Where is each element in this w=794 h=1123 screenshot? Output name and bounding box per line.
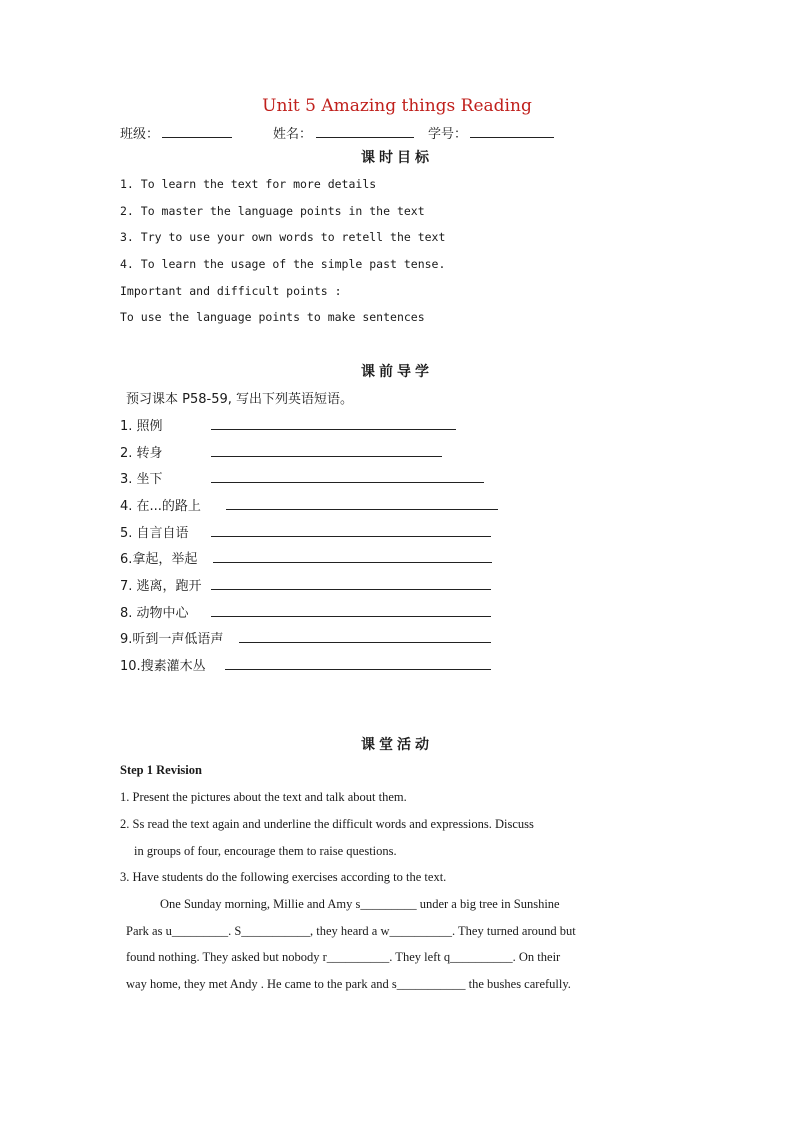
phrase-item: 10.搜素灌木丛 [120,659,206,674]
objective-item: 1. To learn the text for more details [120,177,377,191]
phrase-answer-line[interactable] [226,509,498,510]
phrase-item: 3. 坐下 [120,472,163,487]
phrase-answer-line[interactable] [225,669,491,670]
phrase-answer-line[interactable] [211,456,442,457]
preview-instruction: 预习课本 P58-59, 写出下列英语短语。 [126,392,354,407]
class-blank[interactable] [162,137,232,138]
section-heading-objectives: 课时目标 [361,150,433,166]
cloze-passage-line: found nothing. They asked but nobody r__________. They left q__________. On their [126,950,561,964]
cloze-passage-line: One Sunday morning, Millie and Amy s_________ under a big tree in Sunshine [160,897,560,911]
phrase-item: 9.听到一声低语声 [120,632,224,647]
phrase-answer-line[interactable] [211,429,456,430]
phrase-answer-line[interactable] [211,589,491,590]
activity-item: in groups of four, encourage them to raise questions. [134,844,397,858]
phrase-item: 4. 在...的路上 [120,499,201,514]
cloze-passage-line: way home, they met Andy . He came to the park and s___________ the bushes carefully. [126,977,571,991]
phrase-item: 1. 照例 [120,419,163,434]
phrase-answer-line[interactable] [211,616,491,617]
phrase-answer-line[interactable] [213,562,492,563]
phrase-item: 2. 转身 [120,446,163,461]
section-heading-class-activity: 课堂活动 [361,737,433,753]
page-title: Unit 5 Amazing things Reading [262,96,532,116]
cloze-passage-line: Park as u_________. S___________, they heard a w__________. They turned around but [126,924,576,938]
phrase-answer-line[interactable] [211,536,491,537]
important-points-label: Important and difficult points : [120,284,342,298]
phrase-item: 5. 自言自语 [120,526,189,541]
class-label: 班级： [120,127,160,142]
name-blank[interactable] [316,137,414,138]
phrase-item: 6.拿起，举起 [120,552,198,567]
step-title: Step 1 Revision [120,763,202,777]
phrase-item: 8. 动物中心 [120,606,189,621]
phrase-answer-line[interactable] [211,482,484,483]
activity-item: 1. Present the pictures about the text and talk about them. [120,790,407,804]
phrase-answer-line[interactable] [239,642,491,643]
important-points-text: To use the language points to make sentences [120,310,425,324]
activity-item: 3. Have students do the following exercises according to the text. [120,870,447,884]
number-blank[interactable] [470,137,554,138]
objective-item: 3. Try to use your own words to retell the text [120,230,446,244]
name-label: 姓名： [273,127,313,142]
section-heading-preview: 课前导学 [361,364,433,380]
number-label: 学号： [428,127,468,142]
activity-item: 2. Ss read the text again and underline the difficult words and expressions. Discuss [120,817,534,831]
objective-item: 2. To master the language points in the text [120,204,425,218]
phrase-item: 7. 逃离，跑开 [120,579,202,594]
objective-item: 4. To learn the usage of the simple past tense. [120,257,446,271]
